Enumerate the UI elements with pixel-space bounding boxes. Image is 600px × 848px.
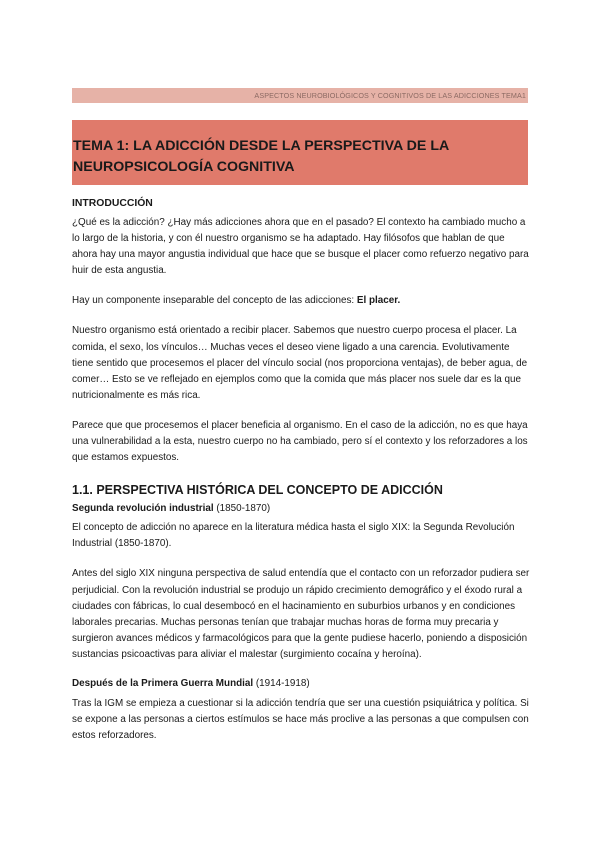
intro-paragraph-3: Nuestro organismo está orientado a recibir placer. Sabemos que nuestro cuerpo procesa el placer. La comida, el sexo, los vínculos… Muchas veces el deseo viene ligado a una carencia. Evolutivamente tiene sentido que procesemos el placer del vínculo social (nos proporciona ventajas), de beber agua, de comer… Esto se ve reflejado en ejemplos como que la comida que más placer nos suele dar es la que nutricionalmente es más rica.: [72, 325, 528, 401]
running-header: ASPECTOS NEUROBIOLÓGICOS Y COGNITIVOS DE LAS ADICCIONES TEMA1: [72, 88, 528, 103]
intro-heading: INTRODUCCIÓN: [72, 198, 153, 209]
subheading-segunda-revolucion: [72, 501, 532, 517]
intro-paragraph-2-emphasis: El placer.: [356, 295, 401, 307]
subheading-primera-guerra: [72, 676, 532, 692]
chapter-title-block: [72, 120, 528, 185]
section-paragraph-2: Antes del siglo XIX ninguna perspectiva de salud entendía que el contacto con un reforzador pudiera ser perjudicial. Con la revolución industrial se produjo un rápido crecimiento demográfico y el éxodo rural a ciudades con fábricas, lo cual desembocó en el hacinamiento en suburbios urbanos y en condiciones laborales precarias. Muchas personas tenían que trabajar muchas horas de forma muy precaria y surgieron avances médicos y farmacológicos para que la gente pudiese hacerlo, poniendo a disposición sustancias psicoactivas para aliviar el malestar (surgimiento cocaína y heroína).: [72, 568, 530, 660]
section-paragraph-1: El concepto de adicción no aparece en la literatura médica hasta el siglo XIX: la Segunda Revolución Industrial (1850-1870).: [72, 522, 515, 550]
subheading-1-title: Segunda revolución industrial: [72, 503, 214, 515]
section-paragraph-3: Tras la IGM se empieza a cuestionar si la adicción tendría que ser una cuestión psiquiátrica y política. Si se expone a las personas a ciertos estímulos se hace más proclive a las personas a que compulsen con estos reforzadores.: [72, 697, 529, 742]
subheading-2-title: Después de la Primera Guerra Mundial: [72, 677, 254, 689]
chapter-title-line-1: TEMA 1: LA ADICCIÓN DESDE LA PERSPECTIVA DE LA: [73, 138, 450, 154]
intro-paragraph-1: ¿Qué es la adicción? ¿Hay más adicciones ahora que en el pasado? El contexto ha cambiado mucho a lo largo de la historia, y con él nuestro organismo se ha adaptado. Hay filósofos que hablan de que ahora hay una mayor angustia individual que hace que se busque el placer como refuerzo negativo para huir de esta angustia.: [72, 217, 529, 277]
intro-paragraph-4: Parece que que procesemos el placer beneficia al organismo. En el caso de la adicción, no es que haya una vulnerabilidad a la esta, nuestro cuerpo no ha cambiado, pero sí el contexto y los reforzadores a los que estamos expuestos.: [72, 419, 528, 464]
subheading-2-dates: (1914-1918): [253, 677, 310, 689]
intro-paragraph-2-text: Hay un componente inseparable del concepto de las adicciones:: [72, 295, 357, 307]
section-heading-1-1: 1.1. PERSPECTIVA HISTÓRICA DEL CONCEPTO DE ADICCIÓN: [72, 483, 443, 498]
document-body: [72, 196, 532, 744]
chapter-title-line-2: NEUROPSICOLOGÍA COGNITIVA: [73, 159, 295, 175]
intro-paragraph-2: [72, 293, 532, 309]
subheading-1-dates: (1850-1870): [213, 503, 271, 515]
